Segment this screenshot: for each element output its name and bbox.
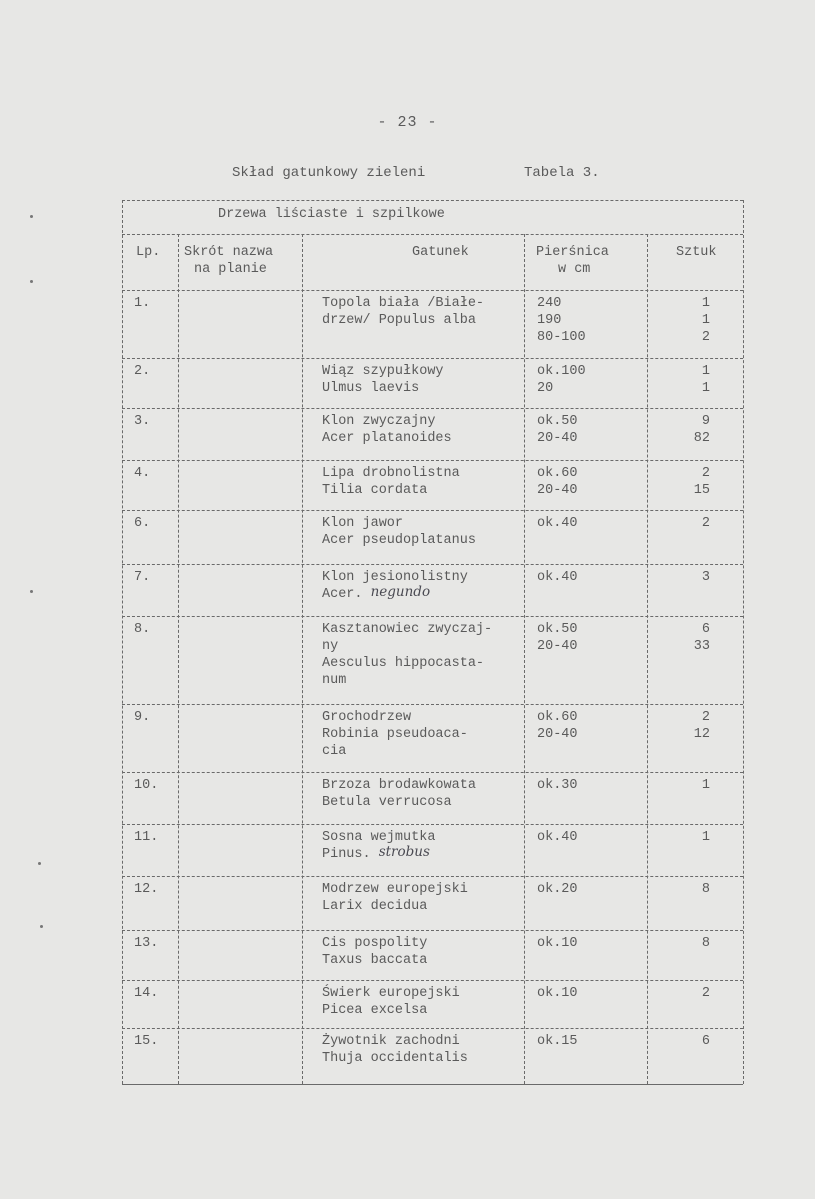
row-count: 1 — [701, 830, 710, 845]
row-dbh: 20-40 — [537, 727, 578, 742]
row-species-line: Żywotnik zachodni — [322, 1034, 460, 1049]
row-dbh: 240 — [537, 296, 562, 311]
group-header: Drzewa liściaste i szpilkowe — [218, 207, 445, 222]
row-dbh: 20 — [537, 381, 554, 396]
row-species-line: Acer platanoides — [322, 431, 452, 446]
row-lp: 4. — [134, 466, 151, 481]
row-species-line: Klon jesionolistny — [322, 570, 468, 585]
header-lp: Lp. — [136, 245, 161, 260]
row-count: 2 — [701, 466, 710, 481]
row-lp: 12. — [134, 882, 159, 897]
margin-mark — [38, 862, 41, 865]
header-count: Sztuk — [676, 245, 717, 260]
row-dbh: ok.40 — [537, 830, 578, 845]
row-count: 1 — [701, 313, 710, 328]
row-lp: 3. — [134, 414, 151, 429]
column-separator — [302, 234, 303, 1084]
row-dbh: ok.50 — [537, 414, 578, 429]
table-rule — [122, 930, 743, 931]
page-number: - 23 - — [377, 114, 438, 131]
row-species-line: Grochodrzew — [322, 710, 412, 725]
margin-mark — [30, 215, 33, 218]
row-count: 12 — [693, 727, 710, 742]
row-species-line: Świerk europejski — [322, 986, 460, 1001]
row-species-line: Klon zwyczajny — [322, 414, 436, 429]
table-rule — [122, 358, 743, 359]
row-lp: 7. — [134, 570, 151, 585]
row-species-line: ny — [322, 639, 339, 654]
margin-mark — [30, 280, 33, 283]
row-dbh: ok.60 — [537, 710, 578, 725]
row-species-line: Aesculus hippocasta- — [322, 656, 485, 671]
table-label: Tabela 3. — [524, 165, 600, 181]
row-species-line: Cis pospolity — [322, 936, 428, 951]
row-dbh: 80-100 — [537, 330, 586, 345]
row-count: 1 — [701, 778, 710, 793]
table-rule — [122, 704, 743, 705]
row-species-line: num — [322, 673, 347, 688]
row-dbh: ok.15 — [537, 1034, 578, 1049]
header-abbr-line2: na planie — [194, 262, 267, 277]
row-species-line: Sosna wejmutka — [322, 830, 436, 845]
row-dbh: ok.40 — [537, 516, 578, 531]
row-count: 33 — [693, 639, 710, 654]
row-count: 8 — [701, 936, 710, 951]
row-species-line: Picea excelsa — [322, 1003, 428, 1018]
row-species-line: Klon jawor — [322, 516, 404, 531]
row-species-line: Modrzew europejski — [322, 882, 468, 897]
row-count: 2 — [701, 330, 710, 345]
row-species-line: drzew/ Populus alba — [322, 313, 476, 328]
row-count: 82 — [693, 431, 710, 446]
header-dbh-line1: Pierśnica — [536, 245, 609, 260]
row-count: 9 — [701, 414, 710, 429]
table-rule — [122, 510, 743, 511]
table-rule — [122, 460, 743, 461]
row-count: 6 — [701, 1034, 710, 1049]
table-rule — [122, 234, 743, 235]
table-rule — [122, 616, 743, 617]
column-separator — [178, 234, 179, 1084]
table-rule — [122, 772, 743, 773]
row-species-line: Kasztanowiec zwyczaj- — [322, 622, 493, 637]
row-count: 2 — [701, 986, 710, 1001]
column-separator — [524, 234, 525, 1084]
row-species-handwritten: strobus — [378, 844, 430, 860]
row-species-line: Larix decidua — [322, 899, 428, 914]
row-count: 1 — [701, 364, 710, 379]
row-dbh: ok.10 — [537, 936, 578, 951]
table-border — [122, 200, 123, 1084]
margin-mark — [40, 925, 43, 928]
row-count: 8 — [701, 882, 710, 897]
row-count: 6 — [701, 622, 710, 637]
header-abbr-line1: Skrót nazwa — [184, 245, 274, 260]
row-species-line: Acer. — [322, 587, 363, 602]
row-lp: 8. — [134, 622, 151, 637]
row-lp: 13. — [134, 936, 159, 951]
row-count: 2 — [701, 710, 710, 725]
table-rule — [122, 564, 743, 565]
row-dbh: ok.30 — [537, 778, 578, 793]
row-count: 1 — [701, 296, 710, 311]
table-rule — [122, 200, 743, 201]
row-dbh: 20-40 — [537, 431, 578, 446]
column-separator — [647, 234, 648, 1084]
row-species-line: Taxus baccata — [322, 953, 428, 968]
table-rule — [122, 824, 743, 825]
row-lp: 15. — [134, 1034, 159, 1049]
row-species-line: Tilia cordata — [322, 483, 428, 498]
row-species-line: Betula verrucosa — [322, 795, 452, 810]
row-species-line: Robinia pseudoaca- — [322, 727, 468, 742]
row-count: 2 — [701, 516, 710, 531]
row-species-line: Lipa drobnolistna — [322, 466, 460, 481]
row-species-line: Ulmus laevis — [322, 381, 420, 396]
row-lp: 2. — [134, 364, 151, 379]
row-species-line: Wiąz szypułkowy — [322, 364, 444, 379]
table-rule — [122, 408, 743, 409]
row-lp: 6. — [134, 516, 151, 531]
row-species-line: cia — [322, 744, 347, 759]
row-species-line: Acer pseudoplatanus — [322, 533, 476, 548]
row-count: 1 — [701, 381, 710, 396]
table-title: Skład gatunkowy zieleni — [232, 165, 426, 181]
row-dbh: 190 — [537, 313, 562, 328]
table-rule — [122, 876, 743, 877]
row-lp: 11. — [134, 830, 159, 845]
table-rule — [122, 1028, 743, 1029]
row-species-line: Pinus. — [322, 847, 371, 862]
row-count: 3 — [701, 570, 710, 585]
row-dbh: ok.20 — [537, 882, 578, 897]
table-rule — [122, 1084, 743, 1085]
header-dbh-line2: w cm — [558, 262, 591, 277]
species-table — [122, 200, 743, 1085]
header-species: Gatunek — [412, 245, 469, 260]
row-dbh: ok.40 — [537, 570, 578, 585]
row-lp: 10. — [134, 778, 159, 793]
row-species-line: Topola biała /Białe- — [322, 296, 485, 311]
margin-mark — [30, 590, 33, 593]
row-dbh: ok.50 — [537, 622, 578, 637]
row-species-line: Thuja occidentalis — [322, 1051, 468, 1066]
row-dbh: ok.10 — [537, 986, 578, 1001]
row-dbh: 20-40 — [537, 639, 578, 654]
row-lp: 1. — [134, 296, 151, 311]
table-rule — [122, 980, 743, 981]
row-dbh: ok.100 — [537, 364, 586, 379]
row-count: 15 — [693, 483, 710, 498]
row-lp: 14. — [134, 986, 159, 1001]
row-dbh: 20-40 — [537, 483, 578, 498]
row-species-line: Brzoza brodawkowata — [322, 778, 476, 793]
table-rule — [122, 290, 743, 291]
row-dbh: ok.60 — [537, 466, 578, 481]
row-lp: 9. — [134, 710, 151, 725]
row-species-handwritten: negundo — [370, 584, 431, 600]
table-border — [743, 200, 744, 1084]
